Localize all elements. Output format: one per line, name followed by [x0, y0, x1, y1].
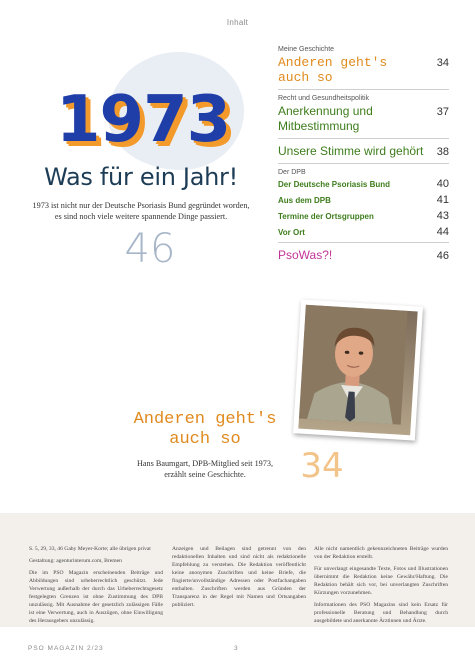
toc-entry-title-line: Anerkennung und	[278, 104, 373, 118]
toc-entry-anerkennung[interactable]	[278, 104, 449, 134]
imprint-column-2	[172, 545, 306, 613]
toc-entry-title-line: auch so	[278, 70, 333, 85]
magazine-name: PSO MAGAZIN 2/23	[28, 645, 104, 652]
toc-entry-vor-ort[interactable]	[278, 226, 449, 238]
toc-section-dpb	[278, 169, 449, 238]
hero-headline: Was für ein Jahr!	[44, 163, 238, 191]
toc-entry-title	[278, 55, 387, 85]
feature-subtitle	[110, 458, 300, 480]
toc-entry-title: PsoWas?!	[278, 248, 333, 262]
toc-section-meine-geschichte	[278, 46, 449, 85]
toc-entry-dpb[interactable]	[278, 178, 449, 190]
imprint-box	[0, 513, 475, 627]
toc-entry-page: 46	[436, 250, 449, 262]
imprint-paragraph: Gestaltung: agenturinterum.com, Bremen	[29, 558, 122, 564]
imprint-paragraph: Die im PSO Magazin erscheinenden Beiträge und Abbildungen sind urheberrechtlich geschützt. Jede Verwertung außerhalb der durch das Urheberrechtsgesetz festgelegten Grenzen ist ohne Zustimmung des DPB unzulässig. Mit Ausnahme der gesetzlich zulässigen Fälle ist eine Verwertung, auch in Auszügen, ohne Einwilligung des Herausgebers unzulässig.	[29, 570, 163, 624]
hero-year: 1973	[56, 83, 231, 157]
toc-entry-aus-dem-dpb[interactable]	[278, 194, 449, 206]
toc-section-psowas	[278, 248, 449, 263]
portrait-image	[298, 305, 417, 436]
toc-category: Meine Geschichte	[278, 46, 335, 53]
toc-category: Der DPB	[278, 169, 306, 176]
feature-title-line: Anderen geht's	[133, 410, 277, 429]
toc-entry-title: Vor Ort	[278, 228, 305, 237]
toc-entry-unsere-stimme[interactable]	[278, 144, 449, 159]
toc-entry-title: Aus dem DPB	[278, 196, 331, 205]
toc-entry-title-line: Mitbestimmung	[278, 119, 360, 133]
toc-entry-page: 40	[436, 178, 449, 190]
imprint-paragraph: Für unverlangt eingesandte Texte, Fotos und Illustrationen übernimmt die Redaktion keine Gewähr/Haftung. Die Redaktion behält sich vor, bei unverlangten Zuschriften Kürzungen vorzunehmen.	[314, 566, 448, 596]
feature-page-number[interactable]: 34	[300, 446, 344, 486]
toc-category: Recht und Gesundheitspolitik	[278, 95, 370, 102]
toc-entry-page: 37	[436, 106, 449, 118]
portrait-photo	[293, 299, 423, 440]
toc-entry-page: 41	[436, 194, 449, 206]
toc-entry-title	[278, 104, 373, 134]
toc-entry-page: 44	[436, 226, 449, 238]
toc-section-recht	[278, 95, 449, 159]
hero-intro: 1973 ist nicht nur der Deutsche Psoriasis Bund gegründet worden, es sind noch viele weitere spannende Dinge passiert.	[32, 201, 250, 221]
hero-page-number[interactable]: 46	[124, 226, 176, 272]
divider	[278, 89, 449, 90]
toc-entry-page: 34	[436, 57, 449, 69]
toc-entry-title-line: Anderen geht's	[278, 55, 388, 70]
feature-title-line: auch so	[169, 430, 241, 449]
toc-entry-termine[interactable]	[278, 210, 449, 222]
feature-title[interactable]	[110, 410, 300, 450]
toc-entry-psowas[interactable]	[278, 248, 449, 263]
divider	[278, 138, 449, 139]
toc-entry-page: 43	[436, 210, 449, 222]
section-header: Inhalt	[226, 18, 249, 27]
divider	[278, 163, 449, 164]
imprint-paragraph: S. 5, 29, 33, 46 Gaby Meyer-Korte; alle übrigen privat	[29, 546, 151, 552]
toc-entry-page: 38	[436, 146, 449, 158]
imprint-paragraph: Anzeigen und Beilagen sind getrennt von den redaktionellen Inhalten und sind nicht als redaktionelle Empfehlung zu verstehen. Die Redaktion veröffentlicht keine anonymen Zuschriften und keine Briefe, die fingierte/unvollständige Adressen oder Postfachangaben enthalten. Zuschriften werden aus Gründen der Transparenz in der Regel mit Namen und Ortsangaben publiziert.	[172, 546, 306, 608]
toc-entry-title: Termine der Ortsgruppen	[278, 212, 374, 221]
imprint-column-1	[29, 545, 163, 629]
divider	[278, 242, 449, 243]
page-number: 3	[234, 645, 239, 652]
toc-entry-anderen-gehts[interactable]	[278, 55, 449, 85]
portrait-illustration	[299, 305, 408, 425]
table-of-contents	[278, 46, 449, 263]
toc-entry-title: Der Deutsche Psoriasis Bund	[278, 180, 391, 189]
toc-entry-title: Unsere Stimme wird gehört	[278, 144, 424, 158]
imprint-paragraph: Informationen des PSO Magazins sind kein Ersatz für professionelle Beratung und Behandlung durch ausgebildete und anerkannte Ärztinnen und Ärzte.	[314, 602, 448, 624]
imprint-column-3	[314, 545, 448, 629]
feature-subtitle-line: Hans Baumgart, DPB-Mitglied seit 1973,	[137, 459, 273, 468]
imprint-paragraph: Alle nicht namentlich gekennzeichneten Beiträge wurden von der Redaktion erstellt.	[314, 546, 448, 560]
feature-subtitle-line: erzählt seine Geschichte.	[164, 470, 246, 479]
